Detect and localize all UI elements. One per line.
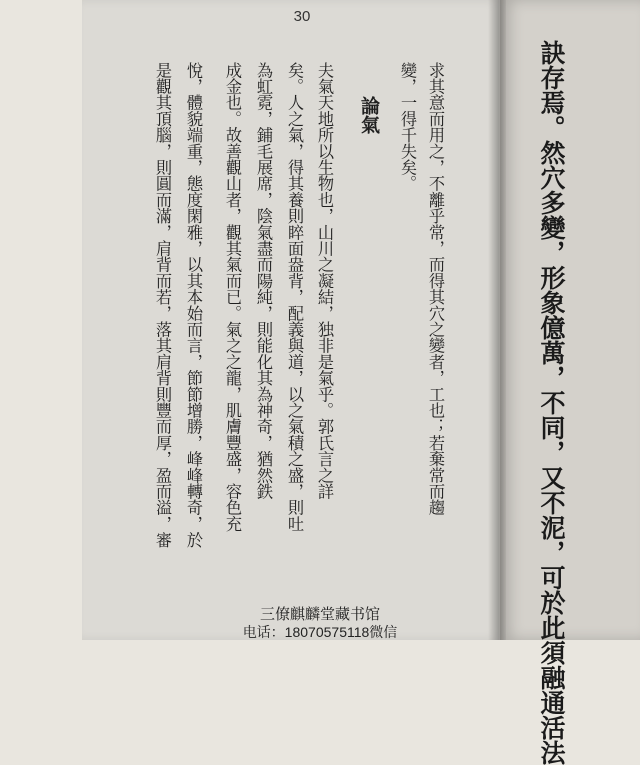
right-page bbox=[500, 0, 640, 640]
text-column-4: 矣。人之氣，得其養則睟面盎背，配義與道，以之氣積之盛，則吐 bbox=[285, 62, 304, 532]
section-heading: 論氣 bbox=[358, 96, 380, 134]
right-page-column: 訣存焉。然穴多變，形象億萬，不同，又不泥，可於此須融通活法 bbox=[537, 40, 566, 765]
text-column-3: 夫氣天地所以生物也，山川之凝結，独非是氣乎。郭氏言之詳 bbox=[315, 62, 334, 500]
text-column-2: 變，一得千失矣。 bbox=[398, 62, 417, 192]
text-column-1: 求其意而用之，不離乎常，而得其穴之變者，工也；若棄常而趨 bbox=[426, 62, 445, 516]
text-column-8: 是觀其頂腦，則圓而滿，肩背而若，落其肩背則豐而厚，盈而溢，審 bbox=[153, 62, 172, 548]
text-column-7: 悅，體貌端重，態度閑雅，以其本始而言，節節增勝，峰峰轉奇，於 bbox=[184, 62, 203, 548]
footer-library-name: 三僚麒麟堂藏书馆 bbox=[259, 605, 380, 623]
book-spine bbox=[488, 0, 506, 640]
text-column-5: 為虹霓，鋪毛展席，陰氣盡而陽純，則能化其為神奇，猶然鉄 bbox=[254, 62, 273, 500]
text-column-6: 成金也。故善觀山者，觀其氣而已。氣之之龍，肌膚豐盛，容色充 bbox=[223, 62, 242, 532]
footer-contact: 电话：18070575118微信 bbox=[242, 624, 398, 640]
page-number: 30 bbox=[293, 8, 311, 25]
